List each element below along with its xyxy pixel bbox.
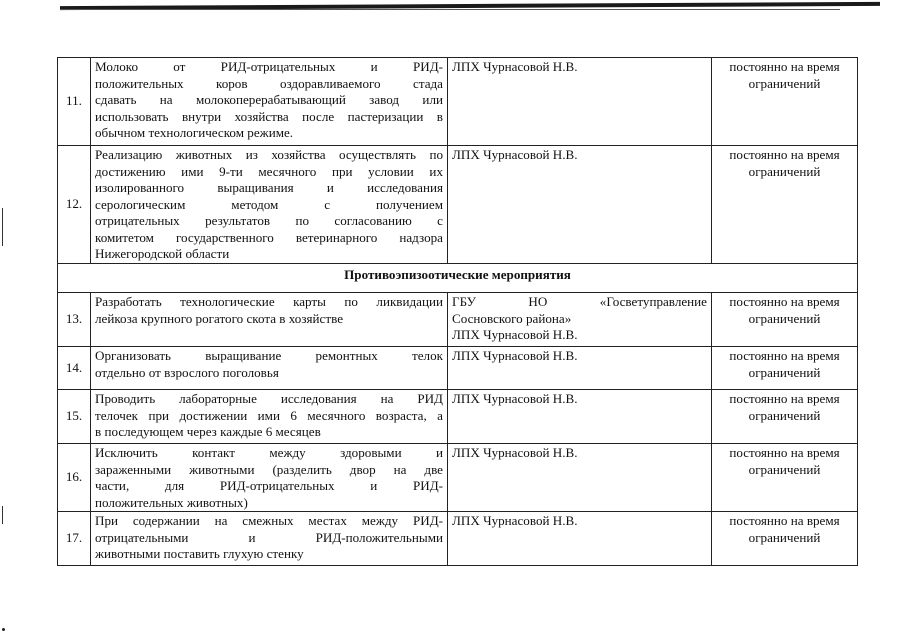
deadline [712,444,858,512]
text-line: Реализацию животных из хозяйства осуществлять по [95,147,443,162]
measure-description [91,512,448,566]
row-number: 17. [58,512,91,566]
text-line: ограничений [748,310,821,326]
text-line: изолированного выращивания и исследования [95,180,443,195]
table-row [58,146,858,264]
text-line: ограничений [748,407,821,423]
responsible-party [448,390,712,444]
table-row [58,347,858,390]
scan-artifact-top-line [60,9,840,10]
text-line: Молоко от РИД-отрицательных и РИД- [95,59,443,74]
text-line: отрицательных результатов по согласованию с [95,213,443,228]
deadline [712,347,858,390]
text-line: комитетом государственного ветеринарного надзора [95,229,443,245]
measures-table [57,57,858,566]
text-line: Сосновского района» [452,310,572,326]
scan-artifact-left-edge-lower [2,506,3,524]
table-row [58,58,858,146]
text-line: использовать внутри хозяйства после пастеризации в [95,108,443,124]
measure-description [91,444,448,512]
row-number: 11. [58,58,91,146]
row-number: 12. [58,146,91,264]
responsible-party [448,347,712,390]
deadline [712,512,858,566]
scan-artifact-left-edge [2,208,3,246]
text-line: животными поставить глухую стенку [95,546,304,561]
deadline [712,58,858,146]
text-line: постоянно на время [729,513,840,528]
deadline [712,390,858,444]
text-line: ограничений [748,461,821,477]
text-line: Организовать выращивание ремонтных телок [95,348,443,363]
measure-description [91,58,448,146]
text-line: Разработать технологические карты по ликвидации [95,294,443,309]
text-line: зараженными животными (разделить двор на две [95,461,443,477]
text-line: отрицательными и РИД-положительными [95,529,443,545]
text-line: обычном технологическом режиме. [95,125,294,140]
text-line: ограничений [748,75,821,91]
responsible-party [448,146,712,264]
table-row [58,444,858,512]
row-number: 14. [58,347,91,390]
text-line: ЛПХ Чурнасовой Н.В. [452,391,578,406]
responsible-party [448,444,712,512]
measure-description [91,347,448,390]
text-line: части, для РИД-отрицательных и РИД- [95,478,443,493]
measure-description [91,293,448,347]
text-line: Проводить лабораторные исследования на РИД [95,391,443,406]
text-line: ЛПХ Чурнасовой Н.В. [452,445,578,460]
row-number: 15. [58,390,91,444]
text-line: телочек при достижении ими 6 месячного возраста, а [95,407,443,423]
text-line: сдавать на молокоперерабатывающий завод или [95,92,443,107]
text-line: в последующем через каждые 6 месяцев [95,424,321,439]
text-line: постоянно на время [729,445,840,460]
responsible-party [448,293,712,347]
section-header-row [58,264,858,293]
text-line: ЛПХ Чурнасовой Н.В. [452,348,578,363]
text-line: ограничений [748,163,821,179]
scan-artifact-dot [2,628,5,631]
section-title: Противоэпизоотические мероприятия [58,264,858,293]
table-row [58,293,858,347]
text-line: отдельно от взрослого поголовья [95,364,279,380]
text-line: постоянно на время [729,348,840,363]
text-line: положительных животных) [95,494,248,510]
measure-description [91,390,448,444]
responsible-party [448,512,712,566]
responsible-party [448,58,712,146]
row-number: 16. [58,444,91,512]
text-line: При содержании на смежных местах между РИД- [95,513,443,528]
table-row [58,390,858,444]
text-line: постоянно на время [729,147,840,162]
deadline [712,293,858,347]
text-line: ГБУ НО «Госветуправление [452,294,707,309]
text-line: постоянно на время [729,294,840,309]
text-line: ЛПХ Чурнасовой Н.В. [452,59,578,74]
text-line: постоянно на время [729,391,840,406]
text-line: ограничений [748,529,821,545]
text-line: Нижегородской области [95,246,230,261]
text-line: постоянно на время [729,59,840,74]
text-line: Исключить контакт между здоровыми и [95,445,443,460]
row-number: 13. [58,293,91,347]
text-line: ЛПХ Чурнасовой Н.В. [452,147,578,162]
measure-description [91,146,448,264]
text-line: достижению ими 9-ти месячного при условии их [95,163,443,179]
measures-table-body [58,58,858,566]
text-line: положительных коров оздоравливаемого стада [95,75,443,91]
text-line: серологическим методом с получением [95,196,443,212]
text-line: ЛПХ Чурнасовой Н.В. [452,513,578,528]
text-line: ЛПХ Чурнасовой Н.В. [452,327,578,342]
deadline [712,146,858,264]
text-line: лейкоза крупного рогатого скота в хозяйстве [95,310,344,326]
text-line: ограничений [748,364,821,380]
table-row [58,512,858,566]
